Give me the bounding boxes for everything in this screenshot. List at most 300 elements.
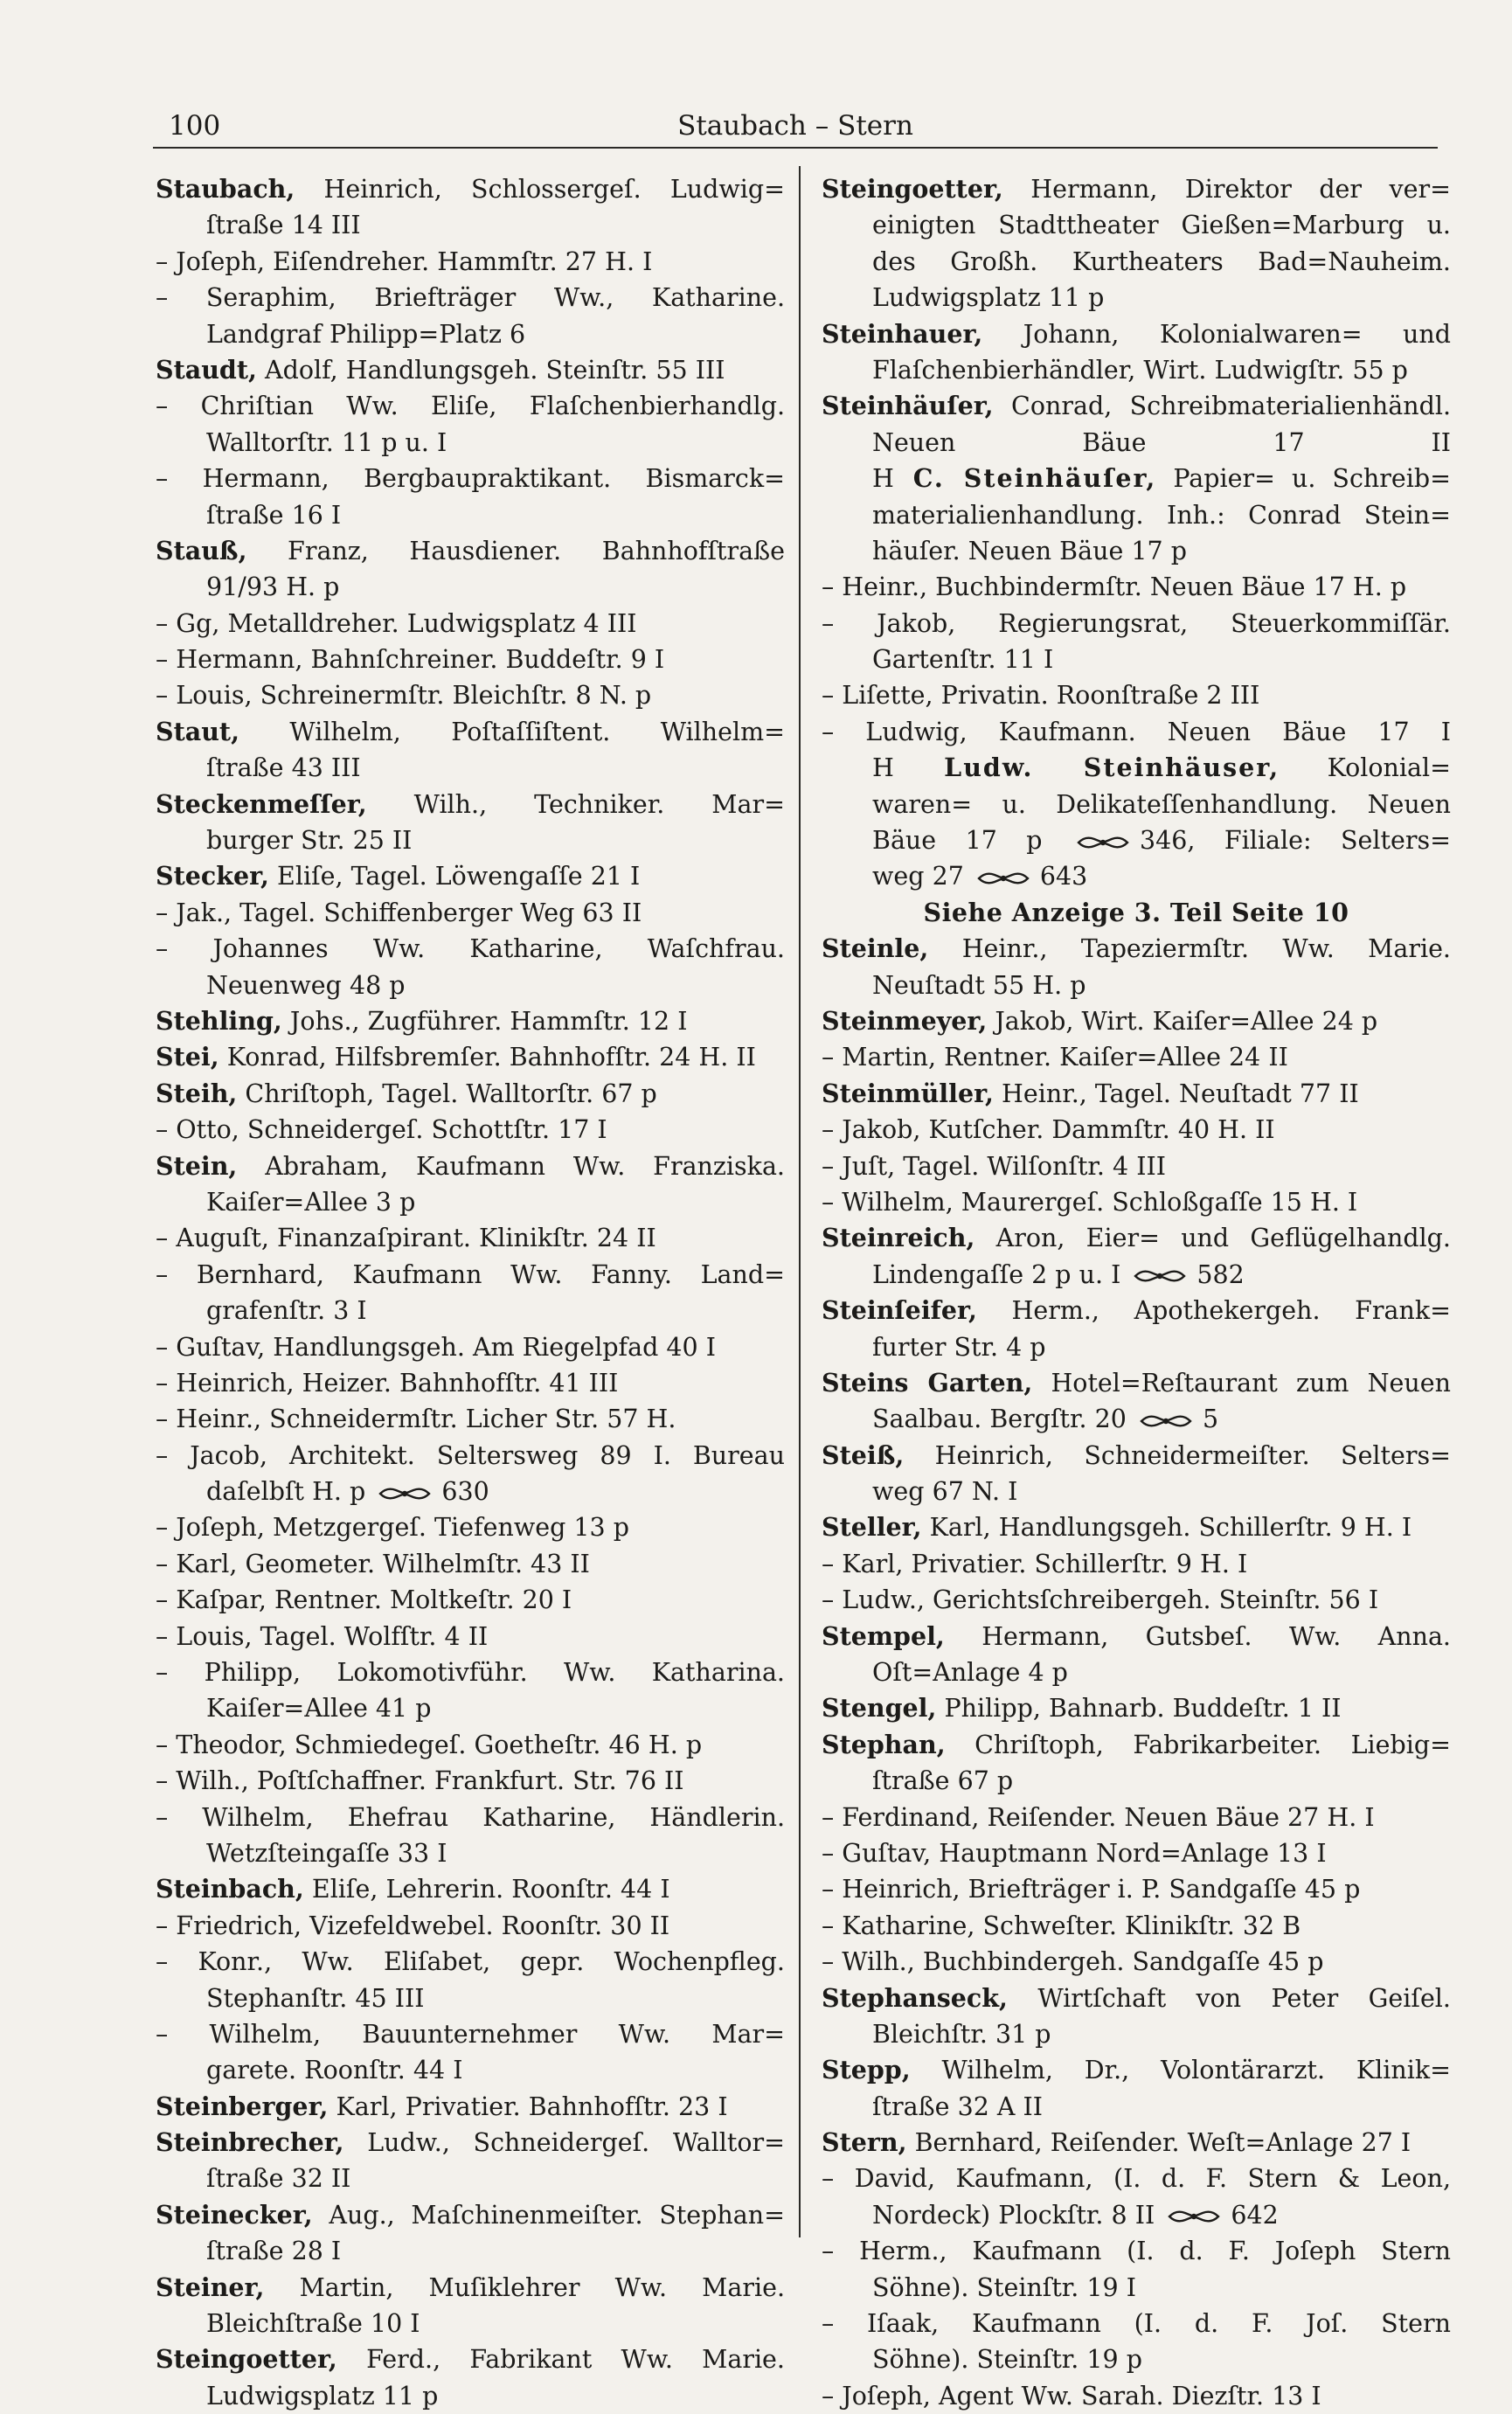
entry-text: – Hermann, Bahnſchreiner. Buddeſtr. 9 I [156, 645, 665, 675]
entry-line [156, 171, 785, 207]
entry-text: burger Str. 25 II [206, 826, 413, 856]
entry-text: – Jacob, Architekt. Seltersweg 89 I. Bureau [156, 1440, 785, 1470]
entry-text: Saalbau. Bergſtr. 20 [872, 1405, 1127, 1434]
entry-text: Gartenſtr. 11 I [872, 645, 1054, 675]
entry-continuation [156, 1654, 785, 1690]
entry-continuation [156, 2052, 785, 2088]
entry-text: – Wilhelm, Ehefrau Katharine, Händlerin. [156, 1802, 785, 1832]
entry-text: Papier= u. Schreib= [1156, 464, 1451, 494]
entry-continuation [822, 461, 1451, 496]
entry-line [156, 352, 785, 388]
entry-name: Steinſeifer, [822, 1295, 977, 1326]
entry-text: Chriſtoph, Fabrikarbeiter. Liebig= [945, 1730, 1451, 1759]
entry-line [822, 1980, 1451, 2016]
entry-text: – Heinrich, Heizer. Bahnhofſtr. 41 III [156, 1368, 619, 1398]
entry-continuation [822, 497, 1451, 533]
entry-text: Adolf, Handlungsgeh. Steinſtr. 55 III [256, 355, 725, 385]
entry-text: – Philipp, Lokomotivführ. Ww. Katharina. [156, 1658, 785, 1688]
entry-text: – Konr., Ww. Eliſabet, gepr. Wochenpfleg. [156, 1947, 785, 1977]
entry-continuation [156, 2233, 785, 2269]
entry-text: Lindengaſſe 2 p u. I [872, 1259, 1121, 1289]
entry-continuation [822, 1329, 1451, 1365]
entry-continuation [822, 1800, 1451, 1835]
entry-continuation [822, 2233, 1451, 2269]
entry-continuation [822, 1474, 1451, 1509]
entry-name: Stehling, [156, 1005, 282, 1036]
entry-name: Stephanseck, [822, 1982, 1008, 2013]
entry-continuation [822, 750, 1451, 786]
entry-name: Staubach, [156, 174, 295, 204]
entry-text: ſtraße 43 III [206, 753, 361, 783]
entry-text: Hermann, Gutsbeſ. Ww. Anna. [944, 1621, 1451, 1651]
entry-text: Nordeck) Plockſtr. 8 II [872, 2200, 1155, 2230]
entry-text: Neuen Bäue 17 II [872, 427, 1451, 457]
telephone-icon [1075, 834, 1131, 851]
entry-continuation [156, 1112, 785, 1148]
entry-name: Steinmeyer, [822, 1005, 988, 1036]
entry-text: grafenſtr. 3 I [206, 1296, 367, 1326]
entry-text: Konrad, Hilfsbremſer. Bahnhofſtr. 24 H. II [218, 1043, 756, 1072]
entry-text: Chriſtoph, Tagel. Walltorſtr. 67 p [237, 1079, 657, 1108]
entry-text: – Jakob, Kutſcher. Dammſtr. 40 H. II [822, 1115, 1275, 1145]
entry-continuation [156, 280, 785, 316]
entry-continuation [822, 714, 1451, 750]
entry-text: Kolonial= [1280, 753, 1451, 783]
firm-name: C. Steinhäuſer, [893, 463, 1157, 494]
entry-text: – Wilh., Poſtſchaffner. Frankfurt. Str. 76 II [156, 1766, 684, 1796]
entry-name: Steingoetter, [156, 2344, 337, 2375]
entry-line [156, 1039, 785, 1075]
entry-continuation [822, 1908, 1451, 1944]
entry-name: Stein, [156, 1150, 238, 1181]
entry-continuation [822, 280, 1451, 316]
entry-continuation [156, 822, 785, 858]
entry-text: – Seraphim, Briefträger Ww., Katharine. [156, 283, 785, 313]
entry-line [156, 1003, 785, 1039]
entry-continuation [156, 497, 785, 533]
entry-line [822, 316, 1451, 352]
entry-continuation [156, 1474, 785, 1509]
entry-continuation [822, 1184, 1451, 1220]
entry-continuation [156, 750, 785, 786]
entry-line [822, 1365, 1451, 1401]
telephone-icon [1166, 2208, 1222, 2225]
entry-text: Wilh., Techniker. Mar= [366, 789, 785, 819]
entry-text: Kaiſer=Allee 41 p [206, 1694, 432, 1724]
entry-text: ſtraße 14 III [206, 211, 361, 240]
entry-text: Ludwigsplatz 11 p [872, 283, 1105, 313]
entry-text: Bernhard, Reiſender. Weſt=Anlage 27 I [906, 2128, 1411, 2158]
page-number: 100 [169, 110, 221, 142]
entry-continuation [822, 968, 1451, 1003]
entry-continuation [156, 1365, 785, 1401]
entry-text: H [872, 464, 894, 494]
entry-name: Steller, [822, 1512, 922, 1543]
entry-line [822, 1619, 1451, 1654]
entry-text: – Joſeph, Agent Ww. Sarah. Diezſtr. 13 I [822, 2381, 1321, 2411]
entry-text: – Gg, Metalldreher. Ludwigsplatz 4 III [156, 608, 637, 638]
entry-continuation [156, 1582, 785, 1618]
entry-name: Stei, [156, 1042, 219, 1072]
entry-text: – David, Kaufmann, (I. d. F. Stern & Leon, [822, 2164, 1451, 2194]
entry-name: Steinbrecher, [156, 2127, 344, 2158]
entry-text: – Bernhard, Kaufmann Ww. Fanny. Land= [156, 1259, 785, 1289]
entry-text: – Ferdinand, Reiſender. Neuen Bäue 27 H. I [822, 1802, 1375, 1832]
entry-text: Landgraf Philipp=Platz 6 [206, 319, 526, 349]
telephone-icon [1138, 1412, 1194, 1430]
entry-text: – Liſette, Privatin. Roonſtraße 2 III [822, 681, 1260, 711]
phone-number: 630 [441, 1477, 489, 1507]
entry-text: – Guſtav, Handlungsgeh. Am Riegelpfad 40 I [156, 1332, 716, 1362]
entry-text: – Chriſtian Ww. Eliſe, Flaſchenbierhandlg. [156, 392, 785, 421]
entry-name: Steins Garten, [822, 1367, 1033, 1398]
telephone-icon [1132, 1267, 1188, 1285]
entry-text: – Johannes Ww. Katharine, Waſchfrau. [156, 934, 785, 964]
entry-line [822, 2125, 1451, 2161]
entry-text: Oſt=Anlage 4 p [872, 1658, 1068, 1688]
phone-number: 642 [1231, 2200, 1279, 2230]
entry-text: Wetzſteingaſſe 33 I [206, 1838, 447, 1868]
entry-text: – Hermann, Bergbaupraktikant. Bismarck= [156, 464, 785, 494]
entry-continuation [822, 1039, 1451, 1075]
entry-continuation [156, 1835, 785, 1871]
entry-continuation [156, 1619, 785, 1654]
entry-line [822, 1076, 1451, 1112]
entry-continuation [822, 1654, 1451, 1690]
entry-continuation [156, 1546, 785, 1582]
entry-continuation [156, 1401, 785, 1437]
entry-continuation [822, 2306, 1451, 2341]
entry-continuation [822, 1401, 1451, 1437]
entry-continuation [822, 1871, 1451, 1907]
entry-continuation [822, 1257, 1451, 1293]
entry-name: Steiß, [822, 1439, 905, 1470]
entry-continuation [822, 533, 1451, 569]
telephone-icon [975, 870, 1031, 887]
entry-text: Bäue 17 p [872, 826, 1043, 856]
entry-continuation [156, 1690, 785, 1726]
entry-text: Johs., Zugführer. Hammſtr. 12 I [281, 1006, 688, 1036]
entry-name: Stern, [822, 2127, 907, 2158]
entry-continuation [156, 316, 785, 352]
entry-continuation [822, 822, 1451, 858]
entry-continuation [822, 642, 1451, 677]
entry-text: häuſer. Neuen Bäue 17 p [872, 536, 1187, 565]
entry-name: Steckenmeſſer, [156, 788, 367, 819]
entry-continuation [156, 642, 785, 677]
running-title: Staubach – Stern [677, 110, 913, 142]
entry-continuation [156, 569, 785, 605]
right-column [822, 171, 1451, 2411]
entry-continuation [156, 968, 785, 1003]
entry-line [156, 2341, 785, 2377]
entry-text: Heinrich, Schneidermeiſter. Selters= [904, 1440, 1451, 1470]
entry-line [156, 1148, 785, 1184]
entry-text: Neuſtadt 55 H. p [872, 970, 1086, 1000]
phone-number: 582 [1196, 1259, 1245, 1289]
entry-line [156, 1871, 785, 1907]
entry-text: ſtraße 32 A II [872, 2091, 1044, 2121]
entry-continuation [156, 677, 785, 713]
entry-continuation [822, 207, 1451, 243]
entry-text: Johann, Kolonialwaren= und [982, 319, 1451, 349]
entry-text: – Joſeph, Eiſendreher. Hammſtr. 27 H. I [156, 246, 653, 276]
entry-continuation [156, 244, 785, 280]
entry-continuation [156, 1329, 785, 1365]
entry-text: – Friedrich, Vizefeldwebel. Roonſtr. 30 II [156, 1911, 670, 1940]
entry-name: Steinecker, [156, 2199, 313, 2230]
entry-text: – Ludw., Gerichtsſchreibergeh. Steinſtr. 56 I [822, 1585, 1379, 1615]
entry-continuation [822, 2341, 1451, 2377]
entry-continuation [156, 1220, 785, 1256]
entry-continuation [156, 461, 785, 496]
entry-text: ſtraße 16 I [206, 500, 342, 530]
phone-number: 5 [1202, 1405, 1219, 1434]
entry-name: Steinbach, [156, 1874, 304, 1904]
entry-name: Stempel, [822, 1620, 945, 1651]
entry-continuation [822, 1582, 1451, 1618]
entry-text: Bleichſtr. 31 p [872, 2019, 1051, 2049]
entry-text: Flaſchenbierhändler, Wirt. Ludwigſtr. 55 p [872, 355, 1408, 385]
entry-text: ſtraße 32 II [206, 2164, 351, 2194]
entry-name: Steinhauer, [822, 318, 983, 349]
entry-continuation [822, 2161, 1451, 2196]
entry-continuation [822, 1112, 1451, 1148]
entry-continuation [156, 1257, 785, 1293]
entry-text: Conrad, Schreibmaterialienhändl. [993, 392, 1451, 421]
entry-text: weg 27 [872, 862, 964, 891]
entry-text: – Ludwig, Kaufmann. Neuen Bäue 17 I [822, 717, 1451, 746]
entry-text: Hermann, Direktor der ver= [1002, 175, 1451, 204]
entry-continuation [156, 895, 785, 931]
entry-text: des Großh. Kurtheaters Bad=Nauheim. [872, 246, 1451, 276]
entry-text: – Louis, Schreinermſtr. Bleichſtr. 8 N. p [156, 681, 652, 711]
entry-text: – Joſeph, Metzgergeſ. Tiefenweg 13 p [156, 1513, 629, 1543]
entry-text: Walltorſtr. 11 p u. I [206, 427, 447, 457]
entry-text: – Jakob, Regierungsrat, Steuerkommiſſär. [822, 608, 1451, 638]
entry-line [822, 1003, 1451, 1039]
entry-text: Ludwigsplatz 11 p [206, 2381, 439, 2411]
entry-name: Stauß, [156, 535, 247, 565]
entry-continuation [822, 244, 1451, 280]
entry-line [156, 1076, 785, 1112]
entry-text: einigten Stadttheater Gießen=Marburg u. [872, 211, 1451, 240]
entry-text: – Kaſpar, Rentner. Moltkeſtr. 20 I [156, 1585, 572, 1615]
entry-continuation [822, 2378, 1451, 2414]
entry-text: Bleichſtraße 10 I [206, 2309, 420, 2339]
entry-line [156, 2197, 785, 2233]
entry-line [822, 1690, 1451, 1726]
entry-text: – Louis, Tagel. Wolfſtr. 4 II [156, 1621, 489, 1651]
entry-continuation [156, 1800, 785, 1835]
notice-text: Siehe Anzeige 3. Teil Seite 10 [923, 897, 1349, 927]
entry-text: Neuenweg 48 p [206, 970, 406, 1000]
entry-continuation [156, 1763, 785, 1799]
entry-text: Hotel=Reſtaurant zum Neuen [1032, 1368, 1451, 1398]
entry-line [822, 171, 1451, 207]
entry-line [156, 2270, 785, 2306]
entry-continuation [822, 2089, 1451, 2125]
entry-text: – Wilh., Buchbindergeh. Sandgaſſe 45 p [822, 1947, 1324, 1977]
entry-text: – Heinr., Schneidermſtr. Licher Str. 57 H. [156, 1405, 676, 1434]
entry-name: Steinle, [822, 933, 929, 964]
entry-continuation [156, 1184, 785, 1220]
page-header [153, 103, 1438, 145]
entry-text: – Iſaak, Kaufmann (I. d. F. Joſ. Stern [822, 2309, 1451, 2339]
entry-continuation [822, 606, 1451, 642]
advert-notice [822, 895, 1451, 931]
entry-continuation [156, 388, 785, 424]
entry-text: – Karl, Privatier. Schillerſtr. 9 H. I [822, 1549, 1248, 1578]
entry-text: – Wilhelm, Maurergeſ. Schloßgaſſe 15 H. I [822, 1187, 1358, 1217]
entry-text: Eliſe, Tagel. Löwengaſſe 21 I [268, 862, 641, 891]
entry-continuation [822, 2016, 1451, 2052]
entry-continuation [156, 2306, 785, 2341]
entry-text: ſtraße 67 p [872, 1766, 1014, 1796]
entry-text: Philipp, Bahnarb. Buddeſtr. 1 II [936, 1694, 1342, 1724]
entry-continuation [156, 425, 785, 461]
entry-line [822, 1727, 1451, 1763]
entry-line [156, 2125, 785, 2161]
entry-continuation [822, 1148, 1451, 1184]
entry-text: daſelbſt H. p [206, 1477, 366, 1507]
entry-name: Staudt, [156, 354, 257, 385]
entry-name: Stephan, [822, 1729, 946, 1759]
left-column [156, 171, 785, 2411]
header-rule [153, 147, 1438, 149]
entry-text: – Karl, Geometer. Wilhelmſtr. 43 II [156, 1549, 590, 1578]
entry-text: Aron, Eier= und Geflügelhandlg. [974, 1224, 1451, 1253]
entry-name: Steih, [156, 1078, 238, 1108]
entry-name: Steinhäuſer, [822, 391, 994, 421]
entry-text: Heinr., Tapeziermſtr. Ww. Marie. [928, 934, 1451, 964]
entry-text: Jakob, Wirt. Kaiſer=Allee 24 p [987, 1006, 1378, 1036]
entry-text: Franz, Hausdiener. Bahnhofſtraße [246, 536, 785, 565]
entry-line [156, 533, 785, 569]
entry-continuation [156, 207, 785, 243]
entry-name: Steinberger, [156, 2091, 329, 2121]
entry-continuation [822, 569, 1451, 605]
entry-continuation [156, 2378, 785, 2414]
entry-line [822, 2052, 1451, 2088]
entry-text: – Jak., Tagel. Schiffenberger Weg 63 II [156, 898, 642, 927]
entry-continuation [822, 858, 1451, 894]
entry-line [822, 1220, 1451, 1256]
entry-text: Kaiſer=Allee 3 p [206, 1187, 416, 1217]
entry-text: – Heinrich, Briefträger i. P. Sandgaſſe 45 p [822, 1875, 1361, 1904]
entry-text: weg 67 N. I [872, 1477, 1018, 1507]
entry-continuation [156, 1509, 785, 1545]
entry-continuation [822, 1835, 1451, 1871]
entry-continuation [156, 931, 785, 967]
entry-text: – Katharine, Schweſter. Klinikſtr. 32 B [822, 1911, 1301, 1940]
entry-text: – Guſtav, Hauptmann Nord=Anlage 13 I [822, 1838, 1327, 1868]
entry-continuation [822, 787, 1451, 822]
entry-text: – Herm., Kaufmann (I. d. F. Joſeph Stern [822, 2237, 1451, 2266]
entry-text: Eliſe, Lehrerin. Roonſtr. 44 I [303, 1875, 670, 1904]
entry-text: – Wilhelm, Bauunternehmer Ww. Mar= [156, 2019, 785, 2049]
entry-text: Martin, Muſiklehrer Ww. Marie. [264, 2272, 785, 2302]
entry-text: Karl, Handlungsgeh. Schillerſtr. 9 H. I [921, 1513, 1412, 1543]
entry-text: Wilhelm, Dr., Volontärarzt. Klinik= [910, 2056, 1451, 2085]
entry-continuation [822, 2270, 1451, 2306]
entry-text: Stephanſtr. 45 III [206, 1983, 425, 2013]
entry-line [156, 787, 785, 822]
entry-line [822, 1509, 1451, 1545]
entry-continuation [156, 1908, 785, 1944]
entry-continuation [156, 2016, 785, 2052]
entry-line [822, 931, 1451, 967]
entry-text: – Juſt, Tagel. Wilſonſtr. 4 III [822, 1151, 1167, 1181]
telephone-icon [377, 1485, 433, 1502]
entry-name: Steingoetter, [822, 174, 1003, 204]
entry-continuation [156, 1438, 785, 1474]
entry-text: – Heinr., Buchbindermſtr. Neuen Bäue 17 H. p [822, 572, 1407, 602]
entry-text: Wilhelm, Poſtaſſiſtent. Wilhelm= [239, 717, 785, 746]
entry-continuation [156, 1293, 785, 1328]
entry-name: Steinmüller, [822, 1078, 994, 1108]
entry-text: furter Str. 4 p [872, 1332, 1046, 1362]
entry-text: Wirtſchaft von Peter Geiſel. [1007, 1983, 1451, 2013]
entry-line [156, 714, 785, 750]
entry-continuation [822, 425, 1451, 461]
entry-continuation [822, 677, 1451, 713]
entry-name: Staut, [156, 716, 240, 746]
entry-text: 91/93 H. p [206, 572, 340, 602]
entry-text: Heinrich, Schlossergeſ. Ludwig= [295, 175, 785, 204]
entry-text: Söhne). Steinſtr. 19 p [872, 2345, 1142, 2375]
entry-continuation [156, 1980, 785, 2016]
entry-continuation [156, 1727, 785, 1763]
entry-line [156, 2089, 785, 2125]
column-divider [799, 166, 801, 2237]
entry-continuation [822, 1944, 1451, 1980]
entry-text: – Theodor, Schmiedegeſ. Goetheſtr. 46 H. p [156, 1730, 703, 1759]
entry-text: Aug., Maſchinenmeiſter. Stephan= [312, 2200, 785, 2230]
entry-text: Herm., Apothekergeh. Frank= [976, 1296, 1451, 1326]
entry-line [156, 858, 785, 894]
entry-text: H [872, 753, 894, 783]
entry-text: Abraham, Kaufmann Ww. Franziska. [237, 1151, 785, 1181]
entry-line [822, 1438, 1451, 1474]
entry-text: waren= u. Delikateſſenhandlung. Neuen [872, 789, 1451, 819]
entry-continuation [822, 1763, 1451, 1799]
entry-text: – Auguſt, Finanzaſpirant. Klinikſtr. 24 II [156, 1224, 656, 1253]
entry-text: Karl, Privatier. Bahnhofſtr. 23 I [328, 2091, 728, 2121]
entry-line [822, 1293, 1451, 1328]
entry-name: Stecker, [156, 861, 269, 891]
entry-text: ſtraße 28 I [206, 2237, 342, 2266]
entry-text: Ferd., Fabrikant Ww. Marie. [336, 2345, 785, 2375]
entry-continuation [822, 352, 1451, 388]
entry-text: – Martin, Rentner. Kaiſer=Allee 24 II [822, 1043, 1288, 1072]
entry-line [822, 388, 1451, 424]
entry-continuation [156, 606, 785, 642]
entry-text: – Otto, Schneidergeſ. Schottſtr. 17 I [156, 1115, 607, 1145]
phone-number: 643 [1039, 862, 1088, 891]
entry-name: Stengel, [822, 1693, 937, 1724]
entry-name: Stepp, [822, 2055, 911, 2085]
entry-continuation [822, 1546, 1451, 1582]
entry-text: garete. Roonſtr. 44 I [206, 2056, 463, 2085]
entry-name: Steiner, [156, 2272, 265, 2302]
firm-name: Ludw. Steinhäuser, [893, 753, 1280, 783]
entry-continuation [822, 2197, 1451, 2233]
entry-continuation [156, 2161, 785, 2196]
entry-text: Ludw., Schneidergeſ. Walltor= [343, 2128, 785, 2158]
phone-number: 346, Filiale: Selters= [1140, 826, 1451, 856]
entry-name: Steinreich, [822, 1223, 975, 1253]
